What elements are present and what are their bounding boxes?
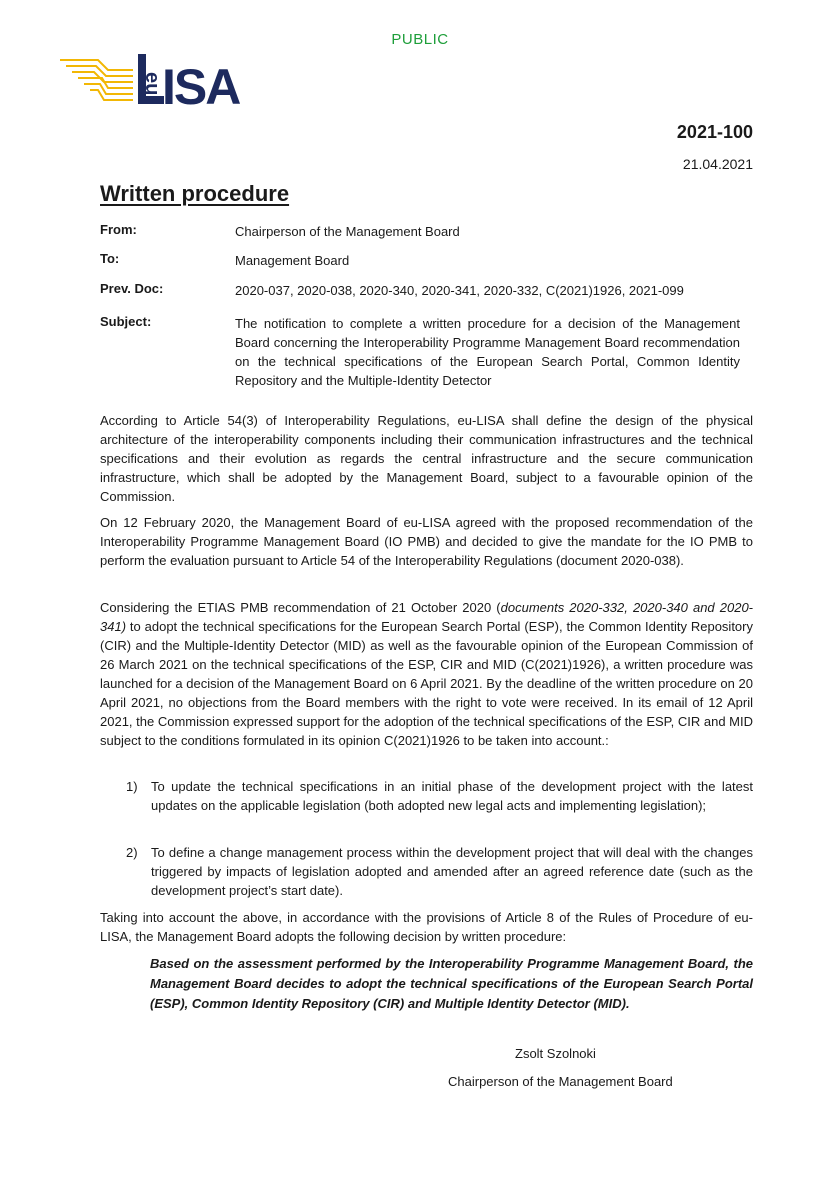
list-item-text: To update the technical specifications in an initial phase of the development project with the latest updates on the applicable legislation (both adopted new legal acts and implementing legislation);: [151, 779, 753, 813]
svg-text:eu: eu: [141, 72, 163, 96]
list-item-number: 2): [126, 845, 138, 860]
list-item-number: 1): [126, 779, 138, 794]
subject-label: Subject:: [100, 314, 152, 329]
to-label: To:: [100, 251, 120, 266]
paragraph-etias-pmb-text-a: Considering the ETIAS PMB recommendation of 21 October 2020 (: [100, 600, 501, 615]
meta-to: [100, 251, 740, 270]
meta-prev-doc: [100, 281, 740, 300]
from-value: Chairperson of the Management Board: [235, 224, 460, 239]
list-item-text: To define a change management process within the development project that will deal with the changes triggered by impacts of legislation adopted and amended after an agreed reference date (such as the development project’s start date).: [151, 845, 753, 898]
svg-text:ISA: ISA: [162, 59, 240, 110]
signatory-name: Zsolt Szolnoki: [515, 1046, 596, 1061]
eu-lisa-logo: [58, 50, 283, 110]
document-number: 2021-100: [676, 122, 753, 142]
meta-subject: [100, 314, 740, 390]
classification-label: PUBLIC: [391, 31, 449, 48]
page-title: Written procedure: [100, 181, 290, 206]
from-label: From:: [100, 222, 137, 237]
decision-text: Based on the assessment performed by the Interoperability Programme Management Board, the Management Board decides to adopt the technical specifications of the European Search Portal (ESP), Common Identity Repository (CIR) and Multiple Identity Detector (MID).: [150, 956, 753, 1011]
list-item: [126, 843, 753, 900]
document-date: 21.04.2021: [682, 156, 753, 172]
to-value: Management Board: [235, 253, 350, 268]
subject-value: The notification to complete a written procedure for a decision of the Management Board concerning the Interoperability Programme Management Board recommendation on the technical specifications of the European Search Portal, Common Identity Repository and the Multiple-Identity Detector: [235, 316, 740, 388]
signatory-title: Chairperson of the Management Board: [448, 1074, 673, 1089]
prev-doc-label: Prev. Doc:: [100, 281, 164, 296]
paragraph-february-2020: On 12 February 2020, the Management Board of eu-LISA agreed with the proposed recommendation of the Interoperability Programme Management Board (IO PMB) and decided to give the mandate for the IO PMB to perform the evaluation pursuant to Article 54 of the Interoperability Regulations (document 2020-038).: [100, 515, 753, 568]
paragraph-etias-pmb-text-b: to adopt the technical specifications for the European Search Portal (ESP), the Common Identity Repository (CIR) and the Multiple-Identity Detector (MID) as well as the favourable opinion of the European Commission of 26 March 2021 on the technical specifications of the ESP, CIR and MID (C(2021)1926), a written procedure was launched for a decision of the Management Board on 6 April 2021. By the deadline of the written procedure on 20 April 2021, no objections from the Board members with the right to vote were received. In its email of 12 April 2021, the Commission expressed support for the adoption of the technical specifications of the ESP, CIR and MID subject to the conditions formulated in its opinion C(2021)1926 to be taken into account.:: [100, 619, 754, 748]
meta-from: [100, 222, 740, 241]
paragraph-article-54: According to Article 54(3) of Interoperability Regulations, eu-LISA shall define the design of the physical architecture of the interoperability components including their communication infrastructures and the technical specifications and their evolution as regards the central infrastructure and the secure communication infrastructure, which shall be adopted by the Management Board, subject to a favourable opinion of the Commission.: [100, 413, 753, 504]
paragraph-rules-of-procedure: Taking into account the above, in accordance with the provisions of Article 8 of the Rules of Procedure of eu-LISA, the Management Board adopts the following decision by written procedure:: [100, 910, 753, 944]
paragraph-etias-pmb: [100, 598, 753, 750]
prev-doc-value: 2020-037, 2020-038, 2020-340, 2020-341, 2020-332, C(2021)1926, 2021-099: [235, 283, 684, 298]
list-item: [126, 777, 753, 815]
paragraph-etias-pmb-documents: documents 2020-332, 2020-340 and 2020-341): [100, 600, 754, 634]
